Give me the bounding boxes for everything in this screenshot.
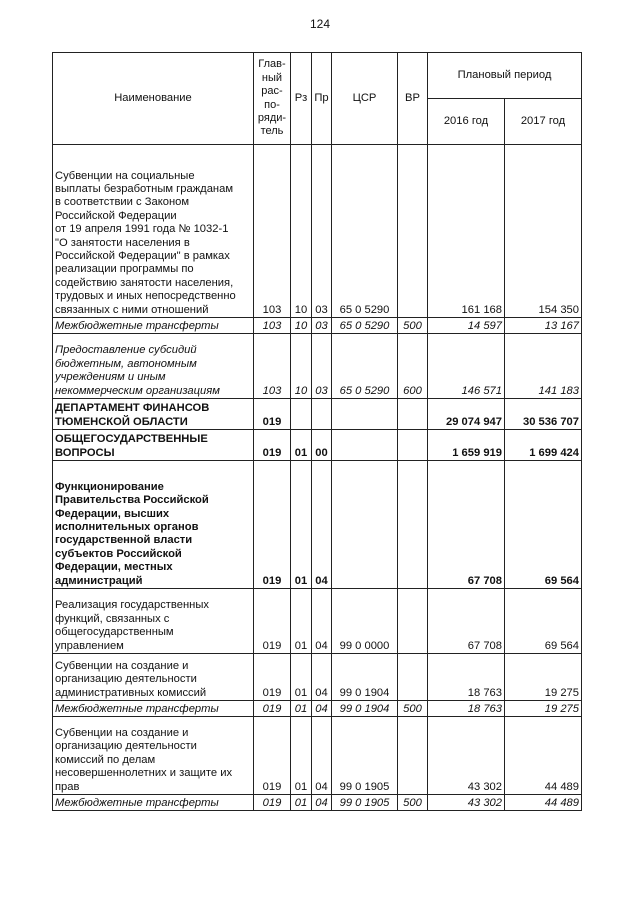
page-number: 124 [309, 17, 331, 31]
row-expense-type [398, 430, 428, 461]
row-target-article: 65 0 5290 [332, 334, 398, 399]
budget-table [52, 52, 582, 811]
row-name-line: от 19 апреля 1991 года № 1032-1 [55, 223, 229, 236]
row-name [53, 654, 254, 701]
row-section: 01 [291, 461, 312, 589]
row-expense-type [398, 145, 428, 318]
row-chief-manager: 103 [254, 145, 291, 318]
header-section: Рз [291, 53, 312, 145]
row-target-article: 65 0 5290 [332, 145, 398, 318]
row-name-line: Функционирование [55, 480, 164, 493]
header-target-article: ЦСР [332, 53, 398, 145]
row-name-line: Субвенции на создание и [55, 659, 189, 672]
row-subsection: 04 [312, 654, 332, 701]
row-amount-2016: 43 302 [428, 795, 505, 811]
table-row [53, 654, 582, 701]
row-name-line: управлением [55, 639, 124, 652]
row-section: 10 [291, 145, 312, 318]
row-name-line: некоммерческим организациям [55, 384, 220, 397]
row-chief-manager: 103 [254, 334, 291, 399]
header-year-2016: 2016 год [428, 99, 505, 145]
row-name-line: Правительства Российской [55, 494, 209, 507]
row-name-line: ТЮМЕНСКОЙ ОБЛАСТИ [55, 415, 188, 428]
row-subsection [312, 399, 332, 430]
row-name [53, 461, 254, 589]
row-chief-manager: 103 [254, 318, 291, 334]
row-subsection: 00 [312, 430, 332, 461]
row-subsection: 04 [312, 795, 332, 811]
row-expense-type: 500 [398, 795, 428, 811]
row-amount-2016: 67 708 [428, 589, 505, 654]
row-name-line: исполнительных органов [55, 520, 199, 533]
row-target-article: 99 0 1905 [332, 795, 398, 811]
header-plan-period: Плановый период [428, 53, 582, 99]
row-name-line: несовершеннолетних и защите их [55, 767, 233, 780]
row-name [53, 795, 254, 811]
row-name [53, 318, 254, 334]
table-row [53, 795, 582, 811]
table-row [53, 318, 582, 334]
row-name [53, 701, 254, 717]
table-row [53, 145, 582, 318]
row-chief-manager: 019 [254, 589, 291, 654]
row-name-line: Российской Федерации [55, 209, 177, 222]
row-expense-type [398, 589, 428, 654]
row-subsection: 03 [312, 334, 332, 399]
row-amount-2016: 146 571 [428, 334, 505, 399]
row-amount-2016: 67 708 [428, 461, 505, 589]
row-amount-2017: 44 489 [505, 795, 582, 811]
row-chief-manager: 019 [254, 701, 291, 717]
row-name-line: Межбюджетные трансферты [55, 796, 219, 809]
row-name-line: ДЕПАРТАМЕНТ ФИНАНСОВ [55, 402, 210, 415]
row-name-line: комиссий по делам [55, 753, 156, 766]
row-name-line: общегосударственным [55, 626, 174, 639]
row-chief-manager: 019 [254, 399, 291, 430]
row-chief-manager: 019 [254, 461, 291, 589]
row-name-line: учреждениям и иным [55, 371, 166, 384]
row-name-line: Субвенции на создание и [55, 726, 189, 739]
row-name-line: Федерации, местных [55, 561, 173, 574]
row-target-article [332, 430, 398, 461]
table-row [53, 334, 582, 399]
row-section: 01 [291, 430, 312, 461]
row-expense-type [398, 461, 428, 589]
header-chief-manager-line: ряди- [257, 111, 287, 124]
header-chief-manager-line: ный [261, 71, 283, 84]
row-expense-type [398, 654, 428, 701]
row-target-article [332, 461, 398, 589]
row-name-line: Межбюджетные трансферты [55, 702, 219, 715]
row-expense-type: 600 [398, 334, 428, 399]
row-name-line: Российской Федерации" в рамках [55, 249, 230, 262]
row-amount-2017: 44 489 [505, 717, 582, 795]
header-name: Наименование [53, 53, 254, 145]
row-name [53, 589, 254, 654]
row-target-article: 99 0 1904 [332, 701, 398, 717]
row-amount-2017: 69 564 [505, 589, 582, 654]
row-name-line: прав [55, 780, 80, 793]
row-name-line: административных комиссий [55, 686, 207, 699]
row-target-article: 99 0 0000 [332, 589, 398, 654]
row-section: 01 [291, 701, 312, 717]
row-expense-type [398, 717, 428, 795]
row-target-article [332, 399, 398, 430]
row-name-line: содействию занятости населения, [55, 276, 234, 289]
row-subsection: 04 [312, 701, 332, 717]
row-amount-2016: 14 597 [428, 318, 505, 334]
header-chief-manager [254, 53, 291, 145]
row-chief-manager: 019 [254, 795, 291, 811]
row-amount-2017: 19 275 [505, 701, 582, 717]
row-name-line: Межбюджетные трансферты [55, 319, 219, 332]
row-name-line: Предоставление субсидий [55, 344, 197, 357]
row-name-line: трудовых и иных непосредственно [55, 290, 236, 303]
row-name-line: Реализация государственных [55, 599, 209, 612]
row-name [53, 430, 254, 461]
header-subsection: Пр [312, 53, 332, 145]
row-name [53, 334, 254, 399]
row-name-line: государственной власти [55, 534, 193, 547]
row-name-line: администраций [55, 574, 143, 587]
row-subsection: 04 [312, 717, 332, 795]
header-chief-manager-line: Глав- [258, 58, 286, 71]
row-amount-2017: 30 536 707 [505, 399, 582, 430]
row-name-line: выплаты безработным гражданам [55, 182, 234, 195]
row-name-line: организацию деятельности [55, 740, 197, 753]
row-chief-manager: 019 [254, 717, 291, 795]
table-row [53, 717, 582, 795]
row-chief-manager: 019 [254, 430, 291, 461]
row-section: 01 [291, 654, 312, 701]
row-name-line: ВОПРОСЫ [55, 446, 115, 459]
row-name-line: связанных с ними отношений [55, 303, 209, 316]
row-section: 01 [291, 795, 312, 811]
row-name [53, 717, 254, 795]
row-section: 10 [291, 318, 312, 334]
row-section: 10 [291, 334, 312, 399]
row-expense-type: 500 [398, 701, 428, 717]
row-amount-2016: 18 763 [428, 701, 505, 717]
table-row [53, 399, 582, 430]
row-target-article: 99 0 1905 [332, 717, 398, 795]
row-name-line: функций, связанных с [55, 612, 170, 625]
row-subsection: 04 [312, 461, 332, 589]
row-amount-2016: 161 168 [428, 145, 505, 318]
row-amount-2017: 19 275 [505, 654, 582, 701]
row-name-line: в соответствии с Законом [55, 196, 190, 209]
row-section: 01 [291, 717, 312, 795]
row-amount-2016: 43 302 [428, 717, 505, 795]
row-amount-2017: 1 699 424 [505, 430, 582, 461]
row-target-article: 99 0 1904 [332, 654, 398, 701]
header-year-2017: 2017 год [505, 99, 582, 145]
row-chief-manager: 019 [254, 654, 291, 701]
row-amount-2017: 13 167 [505, 318, 582, 334]
table-header [53, 53, 582, 145]
table-row [53, 589, 582, 654]
row-name-line: ОБЩЕГОСУДАРСТВЕННЫЕ [55, 433, 208, 446]
header-chief-manager-line: рас- [261, 85, 283, 98]
row-expense-type [398, 399, 428, 430]
row-subsection: 03 [312, 145, 332, 318]
table-row [53, 461, 582, 589]
table-row [53, 430, 582, 461]
row-expense-type: 500 [398, 318, 428, 334]
row-name-line: бюджетным, автономным [55, 357, 197, 370]
row-amount-2017: 69 564 [505, 461, 582, 589]
row-name-line: Федерации, высших [55, 507, 170, 520]
row-name-line: организацию деятельности [55, 673, 197, 686]
row-subsection: 04 [312, 589, 332, 654]
row-name-line: Субвенции на социальные [55, 169, 195, 182]
row-subsection: 03 [312, 318, 332, 334]
row-amount-2016: 29 074 947 [428, 399, 505, 430]
row-amount-2017: 141 183 [505, 334, 582, 399]
table-row [53, 701, 582, 717]
header-chief-manager-line: по- [264, 98, 280, 111]
row-amount-2017: 154 350 [505, 145, 582, 318]
header-expense-type: ВР [398, 53, 428, 145]
row-section: 01 [291, 589, 312, 654]
header-chief-manager-line: тель [260, 125, 284, 138]
row-name-line: "О занятости населения в [55, 236, 190, 249]
table-body [53, 145, 582, 811]
row-name-line: реализации программы по [55, 263, 194, 276]
row-name-line: субъектов Российской [55, 547, 182, 560]
row-name [53, 399, 254, 430]
row-amount-2016: 1 659 919 [428, 430, 505, 461]
row-target-article: 65 0 5290 [332, 318, 398, 334]
row-amount-2016: 18 763 [428, 654, 505, 701]
row-name [53, 145, 254, 318]
row-section [291, 399, 312, 430]
